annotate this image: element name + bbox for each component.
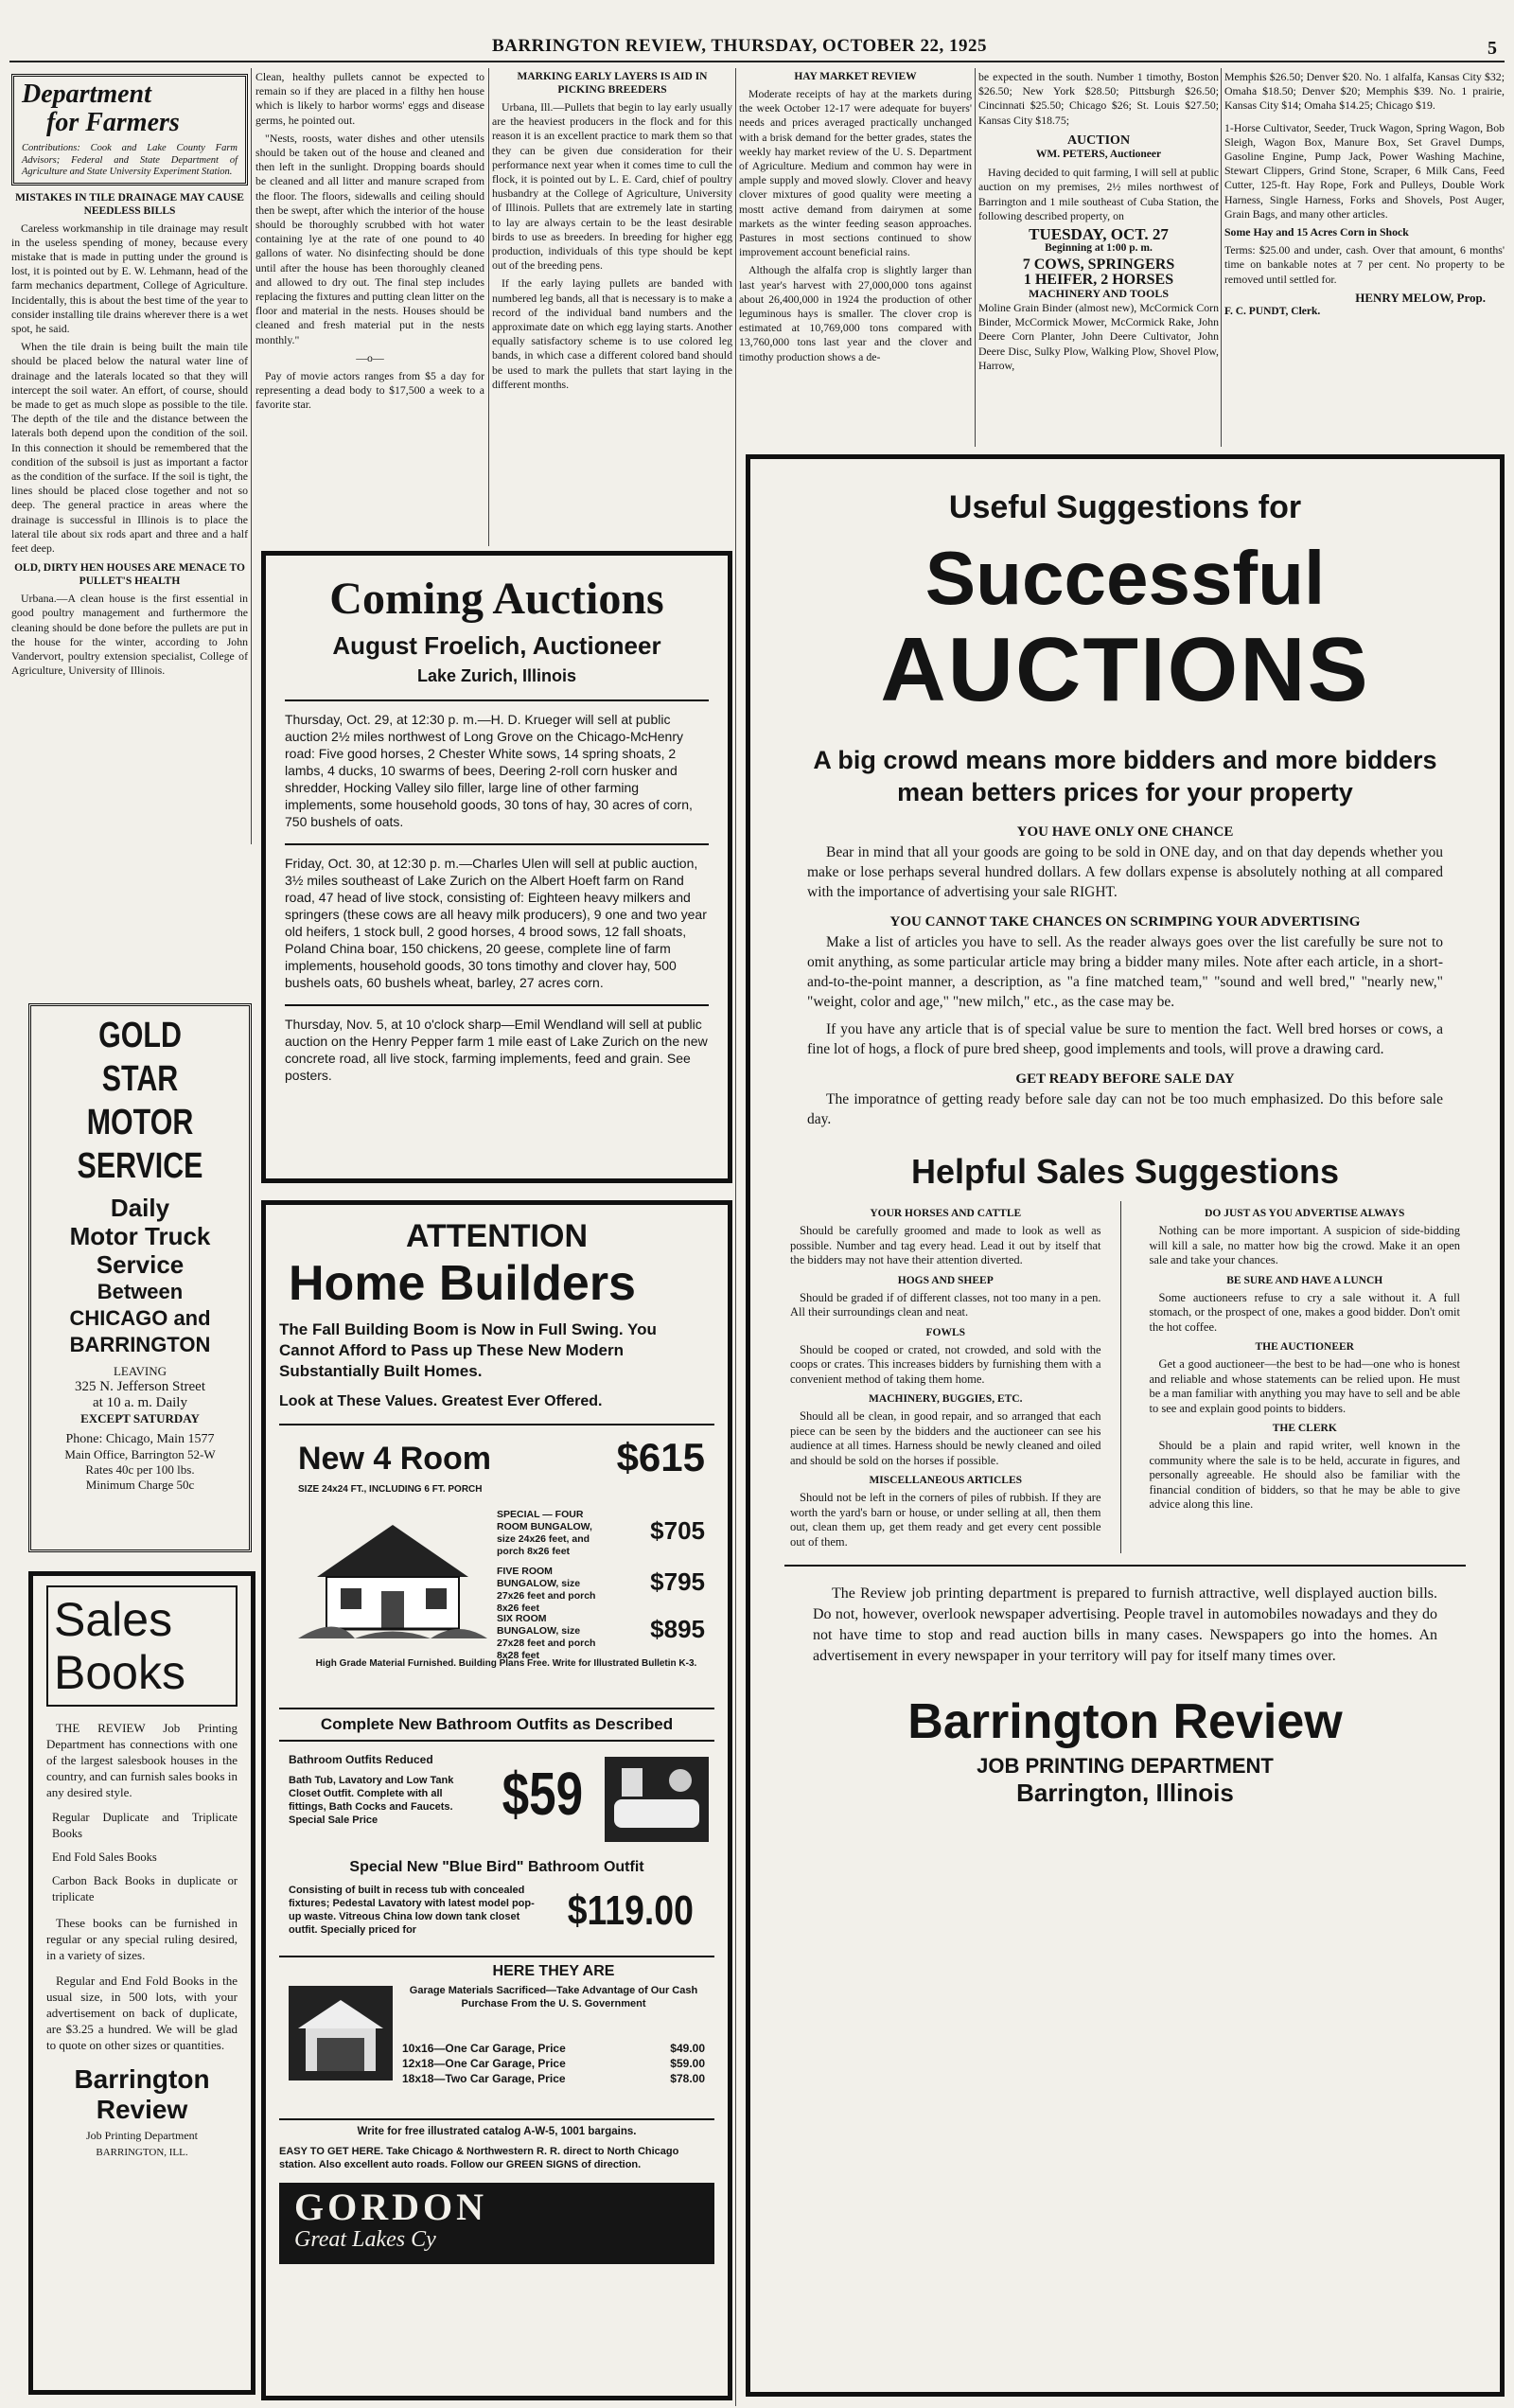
masthead [0,0,1514,66]
suggestions-left [790,1201,1121,1553]
offer-price: $705 [650,1516,705,1545]
gordon-banner [279,2183,714,2264]
column-divider [251,68,252,844]
ad-text: 325 N. Jefferson Street [74,1379,206,1394]
tip-heading: MACHINERY, BUGGIES, ETC. [869,1393,1023,1405]
garage-row: 10x16—One Car Garage, Price $49.00 [402,2042,705,2055]
offer-price: $59 [502,1760,584,1828]
auction-time: Beginning at 1:00 p. m. [1045,242,1153,255]
article-headline: OLD, DIRTY HEN HOUSES ARE MENACE TO PULLET'S HEALTH [14,562,245,588]
bathtub-icon [605,1757,709,1842]
ad-footer-text: Job Printing Department [86,2129,198,2142]
ad-list-item: Carbon Back Books in duplicate or triplicate [52,1874,238,1903]
article-headline: MARKING EARLY LAYERS IS AID IN PICKING BREEDERS [517,71,708,96]
article-headline: MISTAKES IN TILE DRAINAGE MAY CAUSE NEEDLESS BILLS [15,191,244,217]
auction-entry: Friday, Oct. 30, at 12:30 p. m.—Charles Ulen will sell at public auction, 3½ miles southeast of Lake Zurich on the Albert Hoeft farm on Rand road, 47 head of live stock, consisting of: Eighteen heavy milkers and springers (these cows are all heavy milk producers), 9 one and two year old heifers, 1 stock bull, 2 good horses, 4 brood sows, 12 fall shoats, Poland China boar, 150 chickens, 20 geese, complete line of farm implements, household goods, 30 tons timothy and clover hay, 500 bushels oats, 60 bushels wheat, barley, 27 acres corn. [285,843,709,991]
article-paragraph: Urbana.—A clean house is the first essential in good poultry management and furthermore the cleaning should be done before the pullets are put in the house for the winter, according to John Vandervort, poultry extension specialist, College of Agriculture, University of Illinois. [11,592,248,678]
garage-price-list [402,2041,705,2086]
offer-desc: SPECIAL — FOUR ROOM BUNGALOW, size 24x26 feet, and porch 8x26 feet [497,1509,592,1557]
ad-footer-name: Review [96,2095,188,2124]
ad-headline: Home Builders [289,1256,636,1311]
auction-item: 7 COWS, SPRINGERS [1022,257,1175,274]
ad-footer-location: Barrington, Illinois [1016,1779,1234,1807]
bluebird-title: Special New "Blue Bird" Bathroom Outfit [349,1859,644,1875]
offer-price: $895 [650,1615,705,1643]
ad-headline: AUCTIONS [880,619,1370,720]
article-paragraph: Clean, healthy pullets cannot be expected to remain so if they are placed in a filthy hen house which is likely to harbor worms' eggs and disease germs, he pointed out. [255,70,484,127]
directions-text: EASY TO GET HERE. Take Chicago & Northwestern R. R. direct to North Chicago station. Also excellent auto roads. Follow our GREEN SIGNS of direction. [279,2146,679,2170]
ad-paragraph: These books can be furnished in regular or any special ruling desired, in a variety of sizes. [46,1916,238,1962]
ad-footer-name: Barrington Review [907,1694,1343,1749]
page-number: 5 [1488,38,1497,59]
section-heading: YOU HAVE ONLY ONE CHANCE [1016,824,1234,840]
coming-auctions-ad [261,551,732,1183]
ad-list-item: Regular Duplicate and Triplicate Books [52,1811,238,1840]
sales-books-title-box [46,1585,238,1707]
ad-text: Phone: Chicago, Main 1577 [65,1432,215,1446]
brief-item: Pay of movie actors ranges from $5 a day for representing a dead body to $17,500 a week to a favorite star. [255,369,484,412]
section-paragraph: The imporatnce of getting ready before sale day can not be too much emphasized. Do this before sale day. [807,1091,1443,1127]
hay-market-continued: Memphis $26.50; Denver $20. No. 1 alfalfa, Kansas City $32; Omaha $18.50; Denver $20; Memphis $39. No. 1 prairie, Kansas City $14; Omaha $14.25; Chicago $19. [1224,70,1505,113]
auction-intro: Having decided to quit farming, I will sell at public auction on my premises, 2½ miles northwest of Barrington and 1 mile southeast of Cuba Station, the following described property, on [978,166,1219,222]
garage-row: 18x18—Two Car Garage, Price $78.00 [402,2072,705,2085]
auctioneer-name: WM. PETERS, Auctioneer [1035,149,1162,161]
ad-text: EXCEPT SATURDAY [80,1411,200,1425]
garage-row: 12x18—One Car Garage, Price $59.00 [402,2057,705,2070]
article-paragraph: Although the alfalfa crop is slightly larger than last year's harvest with 27,000,000 tons against about 26,400,000 in 1924 the production of other leguminous hays is smaller. The clover crop is estimated at 10,769,000 tons compared with 13,760,000 tons last year and the clover and timothy production shows a de- [739,263,972,363]
catalog-offer: Write for free illustrated catalog A-W-5, 1001 bargains. [279,2118,714,2137]
tip-text: Get a good auctioneer—the best to be had—one who is honest and reliable and whose statements can be relied upon. He must be a man familiar with anything you may have to sell and be able to see and explain good points to bidders. [1149,1357,1460,1415]
offer-title: Bathroom Outfits Reduced [289,1753,433,1766]
auction-clerk: F. C. PUNDT, Clerk. [1224,306,1321,318]
banner-text: Great Lakes Cy [294,2227,436,2252]
auction-notice-column-continued [1224,70,1505,319]
bungalow-house-icon [298,1511,487,1643]
auction-title: AUCTION [1066,133,1131,148]
useful-suggestions-ad [746,454,1505,2397]
tip-text: Should be graded if of different classes, not too many in a pen. All their surroundings clean and neat. [790,1290,1101,1319]
ad-paragraph: Regular and End Fold Books in the usual size, in 500 lots, with your advertisement on back of duplicate, are $3.25 a hundred. We will be glad to quote on other sizes or quantities. [46,1974,238,2052]
dept-title-line2: for Farmers [46,108,180,137]
tip-heading: DO JUST AS YOU ADVERTISE ALWAYS [1205,1208,1405,1219]
newspaper-masthead-title: BARRINGTON REVIEW, THURSDAY, OCTOBER 22, 1925 [492,36,987,56]
dept-title-line1: Department [22,80,151,109]
tip-text: Should be cooped or crated, not crowded, and sold with the coops or crates. This increases bidders by furnishing them with a convenient method of taking them home. [790,1342,1101,1386]
ad-text: Rates 40c per 100 lbs. [85,1462,195,1477]
helpful-suggestions-title: Helpful Sales Suggestions [910,1152,1340,1191]
tip-text: Should be carefully groomed and made to look as well as possible. Number and tag every head. Lead it out by itself that the bidders may not have their attention diverted. [790,1224,1101,1266]
offer-desc: Bath Tub, Lavatory and Low Tank Closet Outfit. Complete with all fittings, Bath Cocks and Faucets. Special Sale Price [289,1775,454,1826]
offer-note: High Grade Material Furnished. Building Plans Free. Write for Illustrated Bulletin K-3. [315,1658,697,1669]
auction-terms: Terms: $25.00 and under, cash. Over that amount, 6 months' time on bankable notes at 7 per cent. No property to be removed until settled for. [1224,243,1505,286]
ad-intro: The Fall Building Boom is Now in Full Swing. You Cannot Afford to Pass up These New Modern Substantially Built Homes. [279,1320,657,1380]
section-paragraph: If you have any article that is of special value be sure to mention the fact. Well bred horses or cows, a fine lot of hogs, a flock of pure bred sheep, good implements and tools, will prove a drawing card. [807,1021,1443,1057]
article-paragraph: When the tile drain is being built the main tile should be placed below the natural water line of drainage and the laterals located so that they will intercept the soil water. An effort, of course, should be made to get as much slope as possible to the tile. The depth of the tile and the distance between the laterals both depend upon the condition of the soil. In this connection it should be remembered that the condition of the subsoil is just as important a factor as the condition of the surface. If the soil is tight, the lines should be placed close together and not so deep. The general practice in areas where the drainage is successful in Illinois is to place the lateral tile about six rods apart and three and a half feet deep. [11,340,248,555]
ad-headline: Books [54,1646,185,1699]
section-paragraph: Make a list of articles you have to sell. As the reader always goes over the list carefully be sure not to omit anything, as some particular article may bring a bidder many miles. Note after each article, in a short-and-to-the-point manner, a description, as "a fine matched team," "sound and well bred," "nearly new," "weight, color and age," "new milch," etc., as the case may be. [807,934,1443,1010]
tip-text: Should all be clean, in good repair, and so arranged that each piece can be seen by the bidders and the auctioneer can see his audience at all times. Harness should be newly cleaned and oiled and should be sold on the horses if possible. [790,1409,1101,1467]
tip-heading: YOUR HORSES AND CATTLE [870,1208,1022,1219]
bluebird-offer [279,1876,714,1956]
tip-text: Some auctioneers refuse to cry a sale without it. A full stomach, or the prospect of one, makes a good bidder. Don't omit the hot coffee. [1149,1290,1460,1334]
auction-item: MACHINERY AND TOOLS [1028,286,1170,300]
ad-text: Main Office, Barrington 52-W [64,1447,216,1461]
suggestions-right [1150,1201,1461,1553]
masthead-rule [9,61,1505,62]
tip-heading: THE AUCTIONEER [1255,1341,1354,1353]
article-paragraph: If the early laying pullets are banded with numbered leg bands, all that is necessary is to make a record of the individual band numbers and the approximate date on which egg laying starts. Another equally satisfactory scheme is to use colored leg bands, in which case a different colored band should be used to mark the pullets that start laying in the different months. [492,276,732,391]
auctioneer-location: Lake Zurich, Illinois [416,666,577,685]
ad-tagline: A big crowd means more bidders and more bidders mean betters prices for your property [813,746,1437,806]
ad-headline: Sales [54,1593,173,1646]
suggestions-grid [784,1201,1466,1567]
tip-text: Should not be left in the corners of piles of rubbish. If they are worth the yard's barn or house, or under selling at all, then them out, clean them up, get them ready and get every cent possible out of them. [790,1491,1101,1549]
section-heading: GET READY BEFORE SALE DAY [1015,1071,1235,1087]
ad-headline: SERVICE [77,1146,203,1186]
tip-heading: THE CLERK [1272,1423,1337,1434]
gold-star-motor-service-ad [28,1003,252,1552]
ad-values-line: Look at These Values. Greatest Ever Offered. [279,1393,603,1409]
ad-subhead: Motor Truck [69,1222,211,1250]
garage-offer [279,1956,714,2118]
section-paragraph: Bear in mind that all your goods are going to be sold in ONE day, and on that day depends whether you make or lose perhaps several hundred dollars. A few dollars expense is absolutely nothing at all compared with the importance of advertising your sale RIGHT. [807,844,1443,900]
column-divider [735,68,736,2406]
hay-market-article [739,70,972,368]
ad-headline: Coming Auctions [329,574,664,624]
auction-item: 1 HEIFER, 2 HORSES [1023,271,1174,288]
column-divider [1221,68,1222,447]
poultry-article-continued [255,70,484,416]
offer-price: $119.00 [568,1887,695,1934]
ad-headline: Successful [924,536,1326,620]
banner-text: GORDON [294,2186,487,2228]
offer-desc: Consisting of built in recess tub with concealed fixtures; Pedestal Lavatory with latest model pop-up waste. Vitreous China low down tank closet outfit. Specially priced for [289,1885,535,1936]
offer-desc: FIVE ROOM BUNGALOW, size 27x26 feet and porch 8x26 feet [497,1566,596,1614]
auction-notice-column [978,70,1219,377]
article-paragraph: "Nests, roosts, water dishes and other utensils should be taken out of the house and cleaned and then left in the sunlight. Dropping boards should be cleaned and all litter and manure scraped from the floor. The floors, sidewalls and ceiling should then be swept, after which the interior of the house should be thoroughly scrubbed with hot water containing lye at the rate of one pound to 40 gallons of water. No disinfecting should be done until after the house has been thoroughly cleaned and allowed to dry out. The final step includes replacing the fixtures and putting clean litter on the floor and material in the nests. Houses should be cleaned and fresh material put in the nests monthly." [255,131,484,346]
ad-headline: MOTOR [86,1103,194,1142]
tip-text: Should be a plain and rapid writer, well known in the community where the sale is to be held, accurate in figures, and personally agreeable. He should also be familiar with the financial condition of bidders, so that he may be able to give advice along this line. [1149,1439,1460,1511]
hay-market-continued: be expected in the south. Number 1 timothy, Boston $26.50; New York $28.50; Pittsburgh $26.50; Cincinnati $25.50; Chicago $26; St. Louis $27.50; Kansas City $18.75; [978,70,1219,127]
divider-ornament: —o— [356,350,384,364]
ad-subhead: Service [96,1250,185,1279]
garage-icon [289,1986,393,2080]
ad-list-item: End Fold Sales Books [52,1850,157,1864]
tip-heading: HOGS AND SHEEP [897,1274,994,1286]
garage-desc: Garage Materials Sacrificed—Take Advantage of Our Cash Purchase From the U. S. Government [409,1985,698,2010]
auction-date: TUESDAY, OCT. 27 [1029,225,1169,244]
ad-subhead: BARRINGTON [69,1333,211,1356]
auction-machinery: Moline Grain Binder (almost new), McCormick Corn Binder, McCormick Mower, McCormick Rake, John Deere Corn Planter, John Deere Cultivator, John Deere Disc, Sulky Plow, Walking Plow, Shovel Plow, Harrow, [978,301,1219,372]
offer-price: $795 [650,1567,705,1596]
department-for-farmers-header [11,74,248,186]
ad-text: at 10 a. m. Daily [93,1395,187,1410]
auction-machinery: 1-Horse Cultivator, Seeder, Truck Wagon, Spring Wagon, Bob Sleigh, Wagon Box, Manure Box, Set Gravel Dumps, Gasoline Engine, Pump Jack, Power Washing Machine, Stewart Clippers, Grind Stone, Scraper, 6 Milk Cans, Feed Cutter, 125-ft. Hay Rope, Fork and Pulleys, Double Work Harness, Single Harness, Forks and Shovels, Post Auger, Grain Bags, and many other articles. [1224,120,1505,221]
ad-footer-name: Barrington [74,2064,210,2094]
ad-subhead: Daily [110,1194,170,1222]
bathroom-section-title: Complete New Bathroom Outfits as Described [279,1708,714,1742]
auction-entry: Thursday, Nov. 5, at 10 o'clock sharp—Emil Wendland will sell at public auction on the Henry Pepper farm 1 mile east of Lake Zurich on the new concrete road, all live stock, farming implements, feed and grain. See posters. [285,1004,709,1084]
article-paragraph: Careless workmanship in tile drainage may result in the useless spending of money, because every mistake that is made in putting under the ground is lost, it is pointed out by E. W. Lehmann, head of the farm mechanics department, College of Agriculture. Incidentally, this is about the best time of the year to consider installing tile drains wherever there is a wet spot, he said. [11,221,248,335]
auction-owner: HENRY MELOW, Prop. [1355,290,1486,305]
ad-text: Minimum Charge 50c [85,1478,195,1492]
auction-item: Some Hay and 15 Acres Corn in Shock [1224,225,1409,239]
farm-department-column [11,74,248,682]
ad-subhead: Between [97,1280,184,1303]
tip-heading: BE SURE AND HAVE A LUNCH [1226,1274,1383,1286]
section-heading: YOU CANNOT TAKE CHANCES ON SCRIMPING YOUR ADVERTISING [889,914,1361,930]
bungalow-offers [279,1424,714,1700]
dept-contributors: Contributions: Cook and Lake County Farm Advisors; Federal and State Department of Agriculture and State University Experiment Station. [22,143,238,177]
auctioneer-name: August Froelich, Auctioneer [332,631,661,660]
auction-entry: Thursday, Oct. 29, at 12:30 p. m.—H. D. Krueger will sell at public auction 2½ miles northwest of Long Grove on the Chicago-McHenry road: Five good horses, 2 Chester White sows, 14 spring shoats, 2 lambs, 4 ducks, 10 swarms of bees, Deering 2-roll corn husker and shredder, Hocking Valley silo filler, large line of other farming implements, some household goods, 30 tons of hay, 30 acres of corn, 750 bushels of oats. [285,699,709,830]
column-divider [488,68,489,546]
article-paragraph: Urbana, Ill.—Pullets that begin to lay early usually are the heaviest producers in the flock and for this reason it is an excellent practice to mark them so that they can be given due consideration for their performance next year when it comes time to cull the flock, it is pointed out by L. E. Card, chief of poultry husbandry at the College of Agriculture, University of Illinois. Pullets that are extremely late in starting to lay are always certain to be the least desirable birds to use as breeders. In breeding for higher egg production, individuals of this type should be kept out of the breeding pens. [492,100,732,273]
sales-books-ad [28,1571,255,2395]
offer-desc: SIX ROOM BUNGALOW, size 27x28 feet and porch 8x28 feet [497,1613,596,1661]
column-divider [975,68,976,447]
tip-heading: MISCELLANEOUS ARTICLES [869,1475,1023,1486]
ad-text: LEAVING [113,1364,167,1378]
offer-price: $615 [616,1435,705,1479]
ad-paragraph: THE REVIEW Job Printing Department has connections with one of the largest salesbook houses in the country, and can furnish sales books in any desired style. [46,1721,238,1799]
bathroom-offer [279,1749,714,1853]
closing-paragraph: The Review job printing department is prepared to furnish attractive, well displayed auction bills. Do not, however, overlook newspaper advertising. People travel in automobiles nowadays and they do not have time to stop and read auction bills in many cases. Newspapers go into the homes. An advertisement in every newspaper in your territory will pay for itself many times over. [813,1585,1437,1664]
garage-headline: HERE THEY ARE [492,1963,615,1979]
ad-footer-dept: JOB PRINTING DEPARTMENT [977,1754,1274,1778]
tip-text: Nothing can be more important. A suspicion of side-bidding will kill a sale, no matter how big the crowd. Make it an open sale and take your chances. [1149,1224,1460,1266]
ad-footer-text: BARRINGTON, ILL. [96,2147,188,2158]
article-headline: HAY MARKET REVIEW [794,71,917,82]
ad-header: Useful Suggestions for [948,489,1302,525]
ad-subhead: CHICAGO and [69,1306,211,1330]
home-builders-ad [261,1200,732,2400]
offer-title: New 4 Room [298,1441,492,1477]
ad-attention: ATTENTION [405,1218,588,1254]
offer-size: SIZE 24x24 FT., INCLUDING 6 FT. PORCH [298,1484,483,1495]
article-paragraph: Moderate receipts of hay at the markets during the week October 12-17 were adequate for buyers' needs and prices averaged practically unchanged with a brisk demand for the better grades, states the weekly hay market review of the U. S. Department of Agriculture. Medium and common hay were in ample supply and moved slowly. Clover and heavy clover mixtures of good quality were meeting a mostt active demand from dairymen at some markets as the winter feeding season approaches. Pastures in most sections continued to show improvement account beneficial rains. [739,87,972,259]
marking-layers-article [492,70,732,396]
ad-headline: GOLD STAR [98,1016,182,1099]
tip-heading: FOWLS [925,1326,966,1338]
